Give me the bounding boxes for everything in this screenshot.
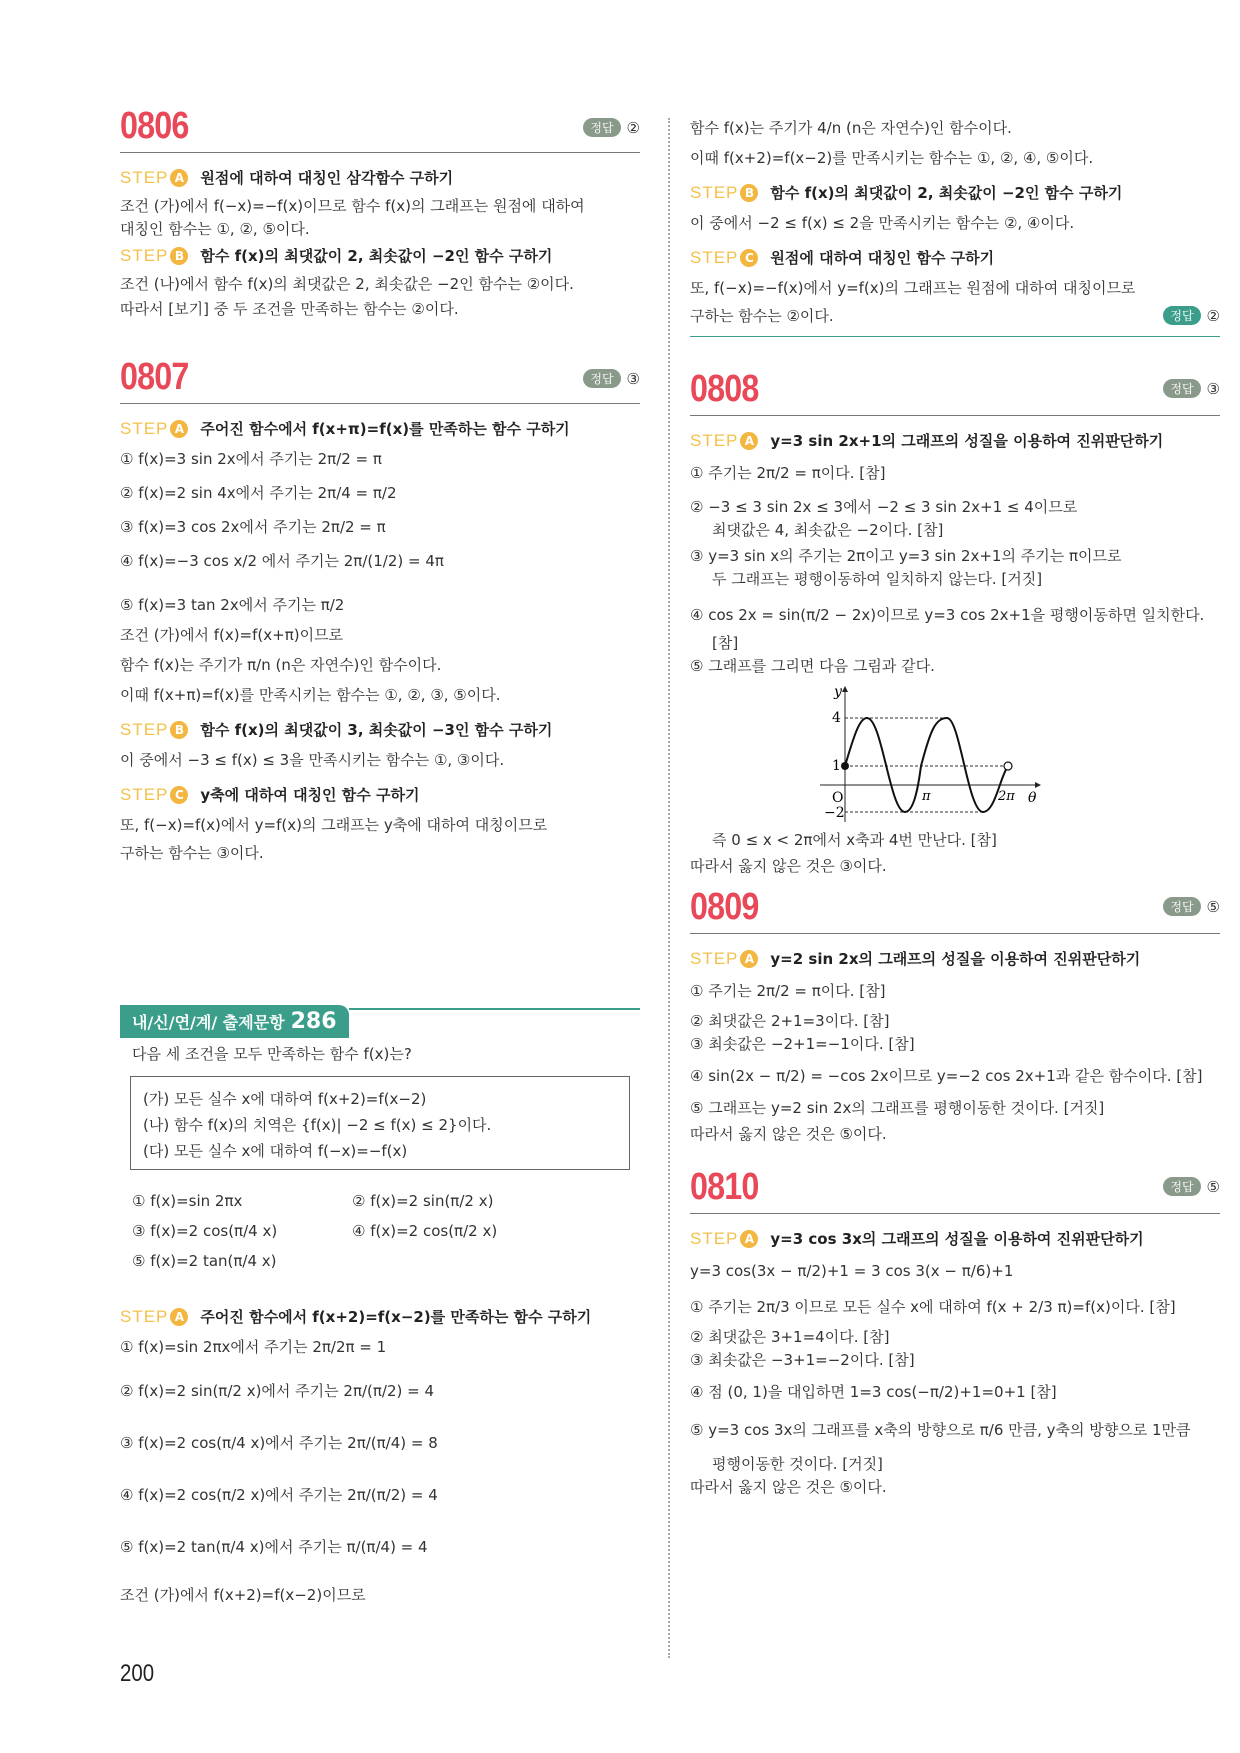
problem-0809: 0809 정답 ⑤ STEP A y=2 sin 2x의 그래프의 성질을 이용하여 진위판단하기 ① 주기는 2π/2 = π이다. [참] ② 최댓값은 2+1=3이다. [참] ③ 최솟값은 −2+1=−1이다. [참] ④ sin(2x − π/2) = −cos 2x이므로 y=−2 cos 2x+1과 같은 함수이다. [참] ⑤ 그래프는 y=2 sin 2x의 그래프를 평행이동한 것이다. [거짓] 따라서 옳지 않은 것은 ⑤이다. [690, 886, 1220, 1143]
step-c: STEP C 원점에 대하여 대칭인 함수 구하기 [690, 247, 995, 267]
svg-text:θ: θ [1028, 790, 1037, 806]
step-a: STEP A 주어진 함수에서 f(x+2)=f(x−2)를 만족하는 함수 구하기 [120, 1306, 592, 1326]
svg-text:O: O [832, 790, 844, 806]
step-b-icon: B [170, 247, 188, 265]
conditions-box: (가) 모든 실수 x에 대하여 f(x+2)=f(x−2) (나) 함수 f(x)의 치역은 {f(x)| −2 ≤ f(x) ≤ 2}이다. (다) 모든 실수 x에 대하여 f(−x)=−f(x) [130, 1076, 630, 1170]
step-a: STEP A y=3 sin 2x+1의 그래프의 성질을 이용하여 진위판단하기 [690, 430, 1164, 450]
step-a: STEP A 주어진 함수에서 f(x+π)=f(x)를 만족하는 함수 구하기 [120, 418, 570, 438]
answer-badge: 정답 ⑤ [1163, 897, 1220, 916]
step-a-icon: A [170, 420, 188, 438]
problem-number: 0807 [120, 356, 189, 398]
page-number: 200 [120, 1660, 155, 1687]
svg-text:y: y [834, 684, 842, 700]
step-c-icon: C [740, 249, 758, 267]
answer-choices [132, 1192, 640, 1270]
problem-number: 0806 [120, 105, 189, 147]
header-rule [120, 152, 640, 153]
step-a-icon: A [170, 1308, 188, 1326]
svg-text:−2: −2 [824, 805, 845, 821]
problem-0807: 0807 정답 ③ STEP A 주어진 함수에서 f(x+π)=f(x)를 만족하는 함수 구하기 ① f(x)=3 sin 2x에서 주기는 2π/2 = π ② f(x)=2 sin 4x에서 주기는 2π/4 = π/2 ③ f(x)=3 cos 2x에서 주기는 2π/2 = π ④ f(x)=−3 cos x/2 에서 주기는 2π/(1/2) = 4π ⑤ f(x)=3 tan 2x에서 주기는 π/2 조건 (가)에서 f(x)=f(x+π)이므로 함수 f(x)는 주기가 π/n (n은 자연수)인 함수이다. 이때 f(x+π)=f(x)를 만족시키는 함수는 ①, ②, ③, ⑤이다. STEP B 함수 f(x)의 최댓값이 3, 최솟값이 −3인 함수 구하기 이 중에서 −3 ≤ f(x) ≤ 3을 만족시키는 함수는 ①, ③이다. STEP C y축에 대하여 대칭인 함수 구하기 또, f(−x)=f(x)에서 y=f(x)의 그래프는 y축에 대하여 대칭이므로 구하는 함수는 ③이다. [120, 356, 640, 862]
step-b: STEP B 함수 f(x)의 최댓값이 2, 최솟값이 −2인 함수 구하기 [120, 245, 553, 265]
step-a: STEP A y=2 sin 2x의 그래프의 성질을 이용하여 진위판단하기 [690, 948, 1141, 968]
step-c: STEP C y축에 대하여 대칭인 함수 구하기 [120, 784, 420, 804]
svg-text:2π: 2π [998, 789, 1015, 804]
step-a-icon: A [740, 432, 758, 450]
step-a-icon: A [740, 1230, 758, 1248]
step-b: STEP B 함수 f(x)의 최댓값이 3, 최솟값이 −3인 함수 구하기 [120, 719, 553, 739]
naesin-problem: 내/신/연/계/ 출제문항 286 다음 세 조건을 모두 만족하는 함수 f(x)는? (가) 모든 실수 x에 대하여 f(x+2)=f(x−2) (나) 함수 f(x)의 치역은 {f(x)| −2 ≤ f(x) ≤ 2}이다. (다) 모든 실수 x에 대하여 f(−x)=−f(x) ① f(x)=sin 2πx ② f(x)=2 sin(π/2 x) ③ f(x)=2 cos(π/4 x) ④ f(x)=2 cos(π/2 x) ⑤ f(x)=2 tan(π/4 x) STEP A 주어진 함수에서 f(x+2)=f(x−2)를 만족하는 함수 구하기 ① f(x)=sin 2πx에서 주기는 2π/2π = 1 ② f(x)=2 sin(π/2 x)에서 주기는 2π/(π/2) = 4 ③ f(x)=2 cos(π/4 x)에서 주기는 2π/(π/4) = 8 ④ f(x)=2 cos(π/2 x)에서 주기는 2π/(π/2) = 4 ⑤ f(x)=2 tan(π/4 x)에서 주기는 π/(π/4) = 4 조건 (가)에서 f(x+2)=f(x−2)이므로 [120, 1005, 640, 1605]
answer-badge: 정답 ② [583, 118, 640, 137]
step-b: STEP B 함수 f(x)의 최댓값이 2, 최솟값이 −2인 함수 구하기 [690, 182, 1123, 202]
problem-0806: 0806 정답 ② STEP A 원점에 대하여 대칭인 삼각함수 구하기 조건 (가)에서 f(−x)=−f(x)이므로 함수 f(x)의 그래프는 원점에 대하여 대칭인 함수는 ①, ②, ⑤이다. STEP B 함수 f(x)의 최댓값이 2, 최솟값이 −2인 함수 구하기 조건 (나)에서 함수 f(x)의 최댓값은 2, 최솟값은 −2인 함수는 ②이다. 따라서 [보기] 중 두 조건을 만족하는 함수는 ②이다. [120, 105, 640, 318]
choice-1[interactable]: ① f(x)=sin 2πx [132, 1192, 243, 1210]
step-b-icon: B [170, 721, 188, 739]
svg-text:4: 4 [832, 710, 841, 726]
choice-5[interactable]: ⑤ f(x)=2 tan(π/4 x) [132, 1252, 277, 1270]
answer-badge: 정답 ③ [583, 369, 640, 388]
question-text: 다음 세 조건을 모두 만족하는 함수 f(x)는? [132, 1045, 412, 1063]
choice-3[interactable]: ③ f(x)=2 cos(π/4 x) [132, 1222, 278, 1240]
step-c-icon: C [170, 786, 188, 804]
naesin-tab: 내/신/연/계/ 출제문항 286 [120, 1005, 349, 1038]
step-a-icon: A [170, 169, 188, 187]
svg-text:π: π [922, 789, 931, 804]
step-a-icon: A [740, 950, 758, 968]
answer-badge: 정답 ③ [1163, 379, 1220, 398]
answer-badge: 정답 ② [1163, 306, 1220, 325]
step-a: STEP A 원점에 대하여 대칭인 삼각함수 구하기 [120, 167, 454, 187]
step-b-icon: B [740, 184, 758, 202]
svg-text:1: 1 [832, 758, 841, 774]
answer-badge: 정답 ⑤ [1163, 1177, 1220, 1196]
problem-0808: 0808 정답 ③ STEP A y=3 sin 2x+1의 그래프의 성질을 이용하여 진위판단하기 ① 주기는 2π/2 = π이다. [참] ② −3 ≤ 3 sin 2x ≤ 3에서 −2 ≤ 3 sin 2x+1 ≤ 4이므로 최댓값은 4, 최솟값은 −2이다. [참] ③ y=3 sin x의 주기는 2π이고 y=3 sin 2x+1의 주기는 π이므로 두 그래프는 평행이동하여 일치하지 않는다. [거짓] ④ cos 2x = sin(π/2 − 2x)이므로 y=3 cos 2x+1을 평행이동하면 일치한다. [참] ⑤ 그래프를 그리면 다음 그림과 같다. y 4 1 −2 O π 2π θ 즉 0 ≤ x < 2π에서 x축과 4번 만난다. [참] 따라서 옳지 않은 것은 ③이다. [690, 368, 1220, 875]
column-divider [668, 118, 670, 1658]
sine-graph [820, 682, 1050, 822]
choice-2[interactable]: ② f(x)=2 sin(π/2 x) [352, 1192, 494, 1210]
choice-4[interactable]: ④ f(x)=2 cos(π/2 x) [352, 1222, 498, 1240]
problem-0810: 0810 정답 ⑤ STEP A y=3 cos 3x의 그래프의 성질을 이용하여 진위판단하기 y=3 cos(3x − π/2)+1 = 3 cos 3(x − π/6)+1 ① 주기는 2π/3 이므로 모든 실수 x에 대하여 f(x + 2/3 π)=f(x)이다. [참] ② 최댓값은 3+1=4이다. [참] ③ 최솟값은 −3+1=−2이다. [참] ④ 점 (0, 1)을 대입하면 1=3 cos(−π/2)+1=0+1 [참] ⑤ y=3 cos 3x의 그래프를 x축의 방향으로 π/6 만큼, y축의 방향으로 1만큼 평행이동한 것이다. [거짓] 따라서 옳지 않은 것은 ⑤이다. [690, 1166, 1220, 1496]
step-a: STEP A y=3 cos 3x의 그래프의 성질을 이용하여 진위판단하기 [690, 1228, 1144, 1248]
naesin-continuation: 함수 f(x)는 주기가 4/n (n은 자연수)인 함수이다. 이때 f(x+2)=f(x−2)를 만족시키는 함수는 ①, ②, ④, ⑤이다. STEP B 함수 f(x)의 최댓값이 2, 최솟값이 −2인 함수 구하기 이 중에서 −2 ≤ f(x) ≤ 2을 만족시키는 함수는 ②, ④이다. STEP C 원점에 대하여 대칭인 함수 구하기 또, f(−x)=−f(x)에서 y=f(x)의 그래프는 원점에 대하여 대칭이므로 구하는 함수는 ②이다. 정답 ② [690, 118, 1220, 337]
